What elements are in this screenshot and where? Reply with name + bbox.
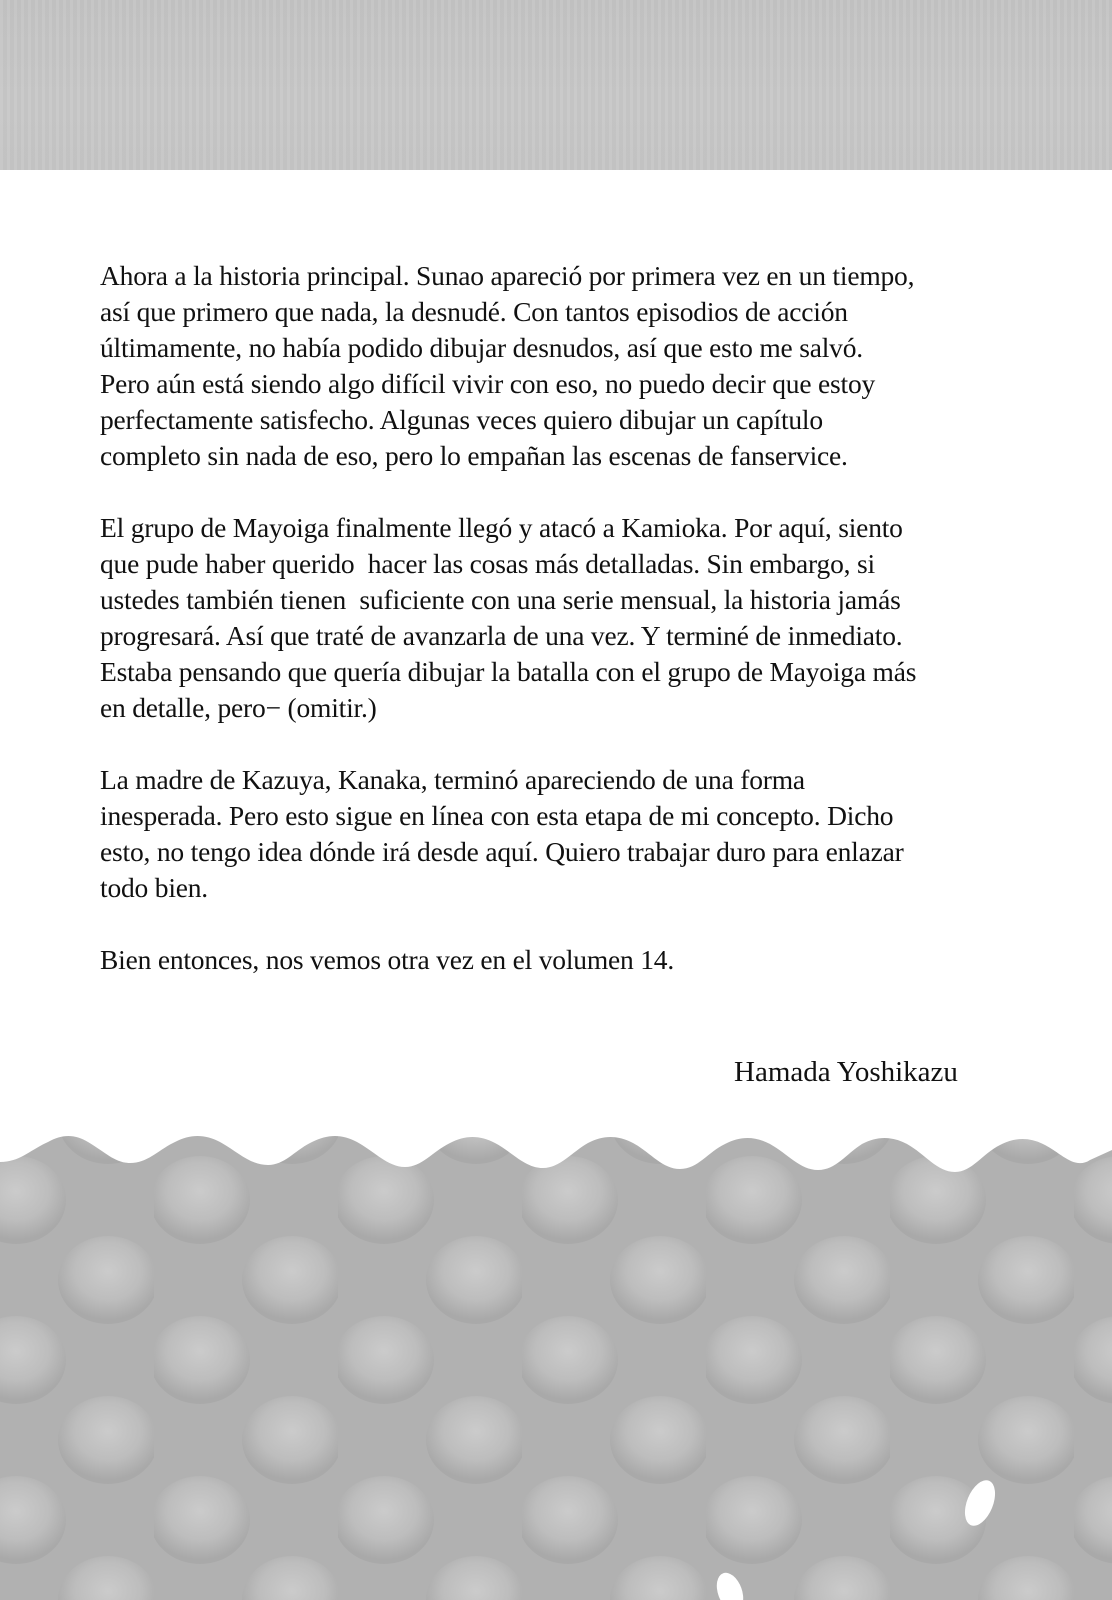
paragraph-1	[100, 258, 1020, 474]
text-line: La madre de Kazuya, Kanaka, terminó apareciendo de una forma	[100, 764, 805, 795]
text-line: completo sin nada de eso, pero lo empañan las escenas de fanservice.	[100, 440, 848, 471]
text-line: Estaba pensando que quería dibujar la batalla con el grupo de Mayoiga más	[100, 656, 917, 687]
paragraph-3	[100, 762, 1020, 906]
text-line: últimamente, no había podido dibujar desnudos, así que esto me salvó.	[100, 332, 863, 363]
text-line: Ahora a la historia principal. Sunao apareció por primera vez en un tiempo,	[100, 260, 915, 291]
paragraph-2	[100, 510, 1020, 726]
paragraph-4	[100, 942, 1020, 978]
top-gray-band	[0, 0, 1112, 170]
afterword-text	[100, 258, 1020, 1014]
text-line: ustedes también tienen suficiente con una serie mensual, la historia jamás	[100, 584, 901, 615]
text-line: inesperada. Pero esto sigue en línea con esta etapa de mi concepto. Dicho	[100, 800, 894, 831]
text-line: que pude haber querido hacer las cosas más detalladas. Sin embargo, si	[100, 548, 875, 579]
text-line: todo bien.	[100, 872, 208, 903]
text-line: perfectamente satisfecho. Algunas veces quiero dibujar un capítulo	[100, 404, 823, 435]
text-line: Bien entonces, nos vemos otra vez en el volumen 14.	[100, 944, 675, 975]
author-signature: Hamada Yoshikazu	[734, 1056, 958, 1088]
text-line: en detalle, pero− (omitir.)	[100, 692, 377, 723]
wave-pattern-background	[0, 1130, 1112, 1600]
text-line: esto, no tengo idea dónde irá desde aquí. Quiero trabajar duro para enlazar	[100, 836, 904, 867]
text-line: así que primero que nada, la desnudé. Con tantos episodios de acción	[100, 296, 848, 327]
text-line: progresará. Así que traté de avanzarla de una vez. Y terminé de inmediato.	[100, 620, 903, 651]
text-line: Pero aún está siendo algo difícil vivir con eso, no puedo decir que estoy	[100, 368, 876, 399]
text-line: El grupo de Mayoiga finalmente llegó y atacó a Kamioka. Por aquí, siento	[100, 512, 903, 543]
